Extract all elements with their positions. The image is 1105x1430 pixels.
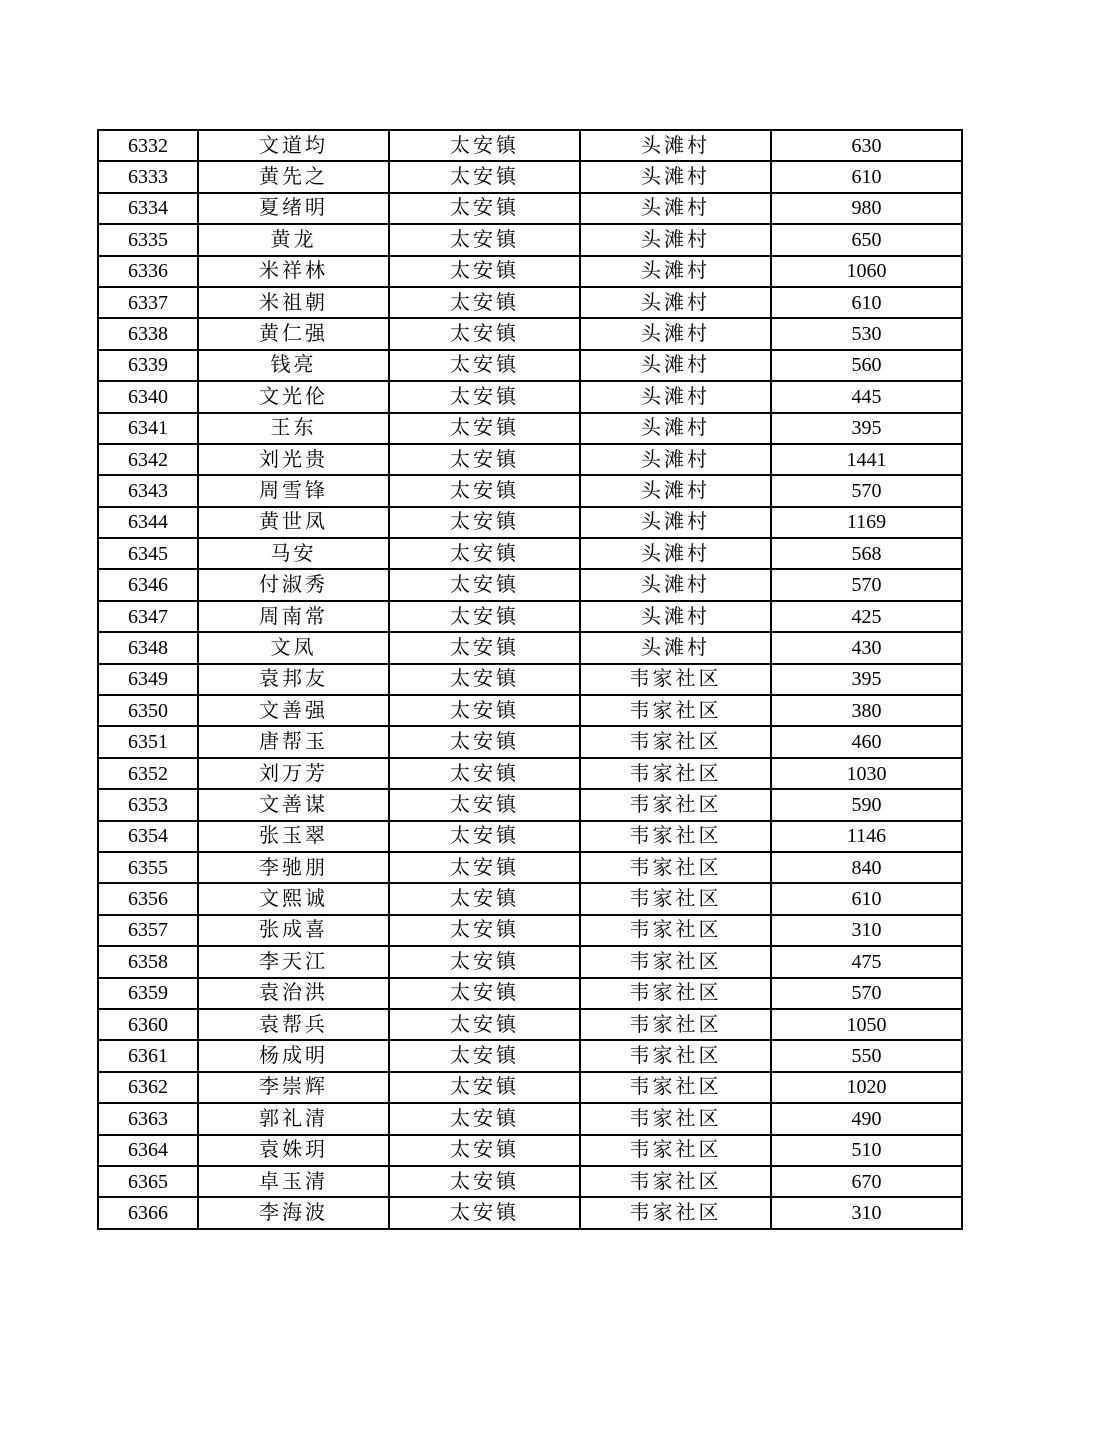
amount-cell: 530 bbox=[771, 318, 962, 349]
amount-cell: 550 bbox=[771, 1040, 962, 1071]
village-cell: 韦家社区 bbox=[580, 726, 771, 757]
id-cell: 6356 bbox=[98, 883, 198, 914]
amount-cell: 380 bbox=[771, 695, 962, 726]
name-cell: 袁姝玥 bbox=[198, 1135, 389, 1166]
amount-cell: 560 bbox=[771, 350, 962, 381]
table-row bbox=[98, 413, 962, 444]
town-cell: 太安镇 bbox=[389, 444, 580, 475]
name-cell: 米祥林 bbox=[198, 256, 389, 287]
town-cell: 太安镇 bbox=[389, 915, 580, 946]
table-row bbox=[98, 287, 962, 318]
town-cell: 太安镇 bbox=[389, 1072, 580, 1103]
village-cell: 韦家社区 bbox=[580, 946, 771, 977]
town-cell: 太安镇 bbox=[389, 632, 580, 663]
village-cell: 头滩村 bbox=[580, 413, 771, 444]
name-cell: 杨成明 bbox=[198, 1040, 389, 1071]
id-cell: 6335 bbox=[98, 224, 198, 255]
village-cell: 头滩村 bbox=[580, 538, 771, 569]
village-cell: 韦家社区 bbox=[580, 1072, 771, 1103]
name-cell: 卓玉清 bbox=[198, 1166, 389, 1197]
name-cell: 张玉翠 bbox=[198, 821, 389, 852]
amount-cell: 570 bbox=[771, 569, 962, 600]
table-row bbox=[98, 726, 962, 757]
table-row bbox=[98, 915, 962, 946]
id-cell: 6353 bbox=[98, 789, 198, 820]
village-cell: 韦家社区 bbox=[580, 1197, 771, 1228]
table-row bbox=[98, 350, 962, 381]
id-cell: 6344 bbox=[98, 507, 198, 538]
id-cell: 6350 bbox=[98, 695, 198, 726]
town-cell: 太安镇 bbox=[389, 193, 580, 224]
table-row bbox=[98, 161, 962, 192]
name-cell: 张成喜 bbox=[198, 915, 389, 946]
amount-cell: 670 bbox=[771, 1166, 962, 1197]
town-cell: 太安镇 bbox=[389, 1197, 580, 1228]
town-cell: 太安镇 bbox=[389, 664, 580, 695]
id-cell: 6348 bbox=[98, 632, 198, 663]
id-cell: 6366 bbox=[98, 1197, 198, 1228]
table-row bbox=[98, 821, 962, 852]
table-row bbox=[98, 569, 962, 600]
id-cell: 6358 bbox=[98, 946, 198, 977]
name-cell: 黄先之 bbox=[198, 161, 389, 192]
table-row bbox=[98, 632, 962, 663]
name-cell: 文道均 bbox=[198, 130, 389, 161]
town-cell: 太安镇 bbox=[389, 789, 580, 820]
id-cell: 6360 bbox=[98, 1009, 198, 1040]
town-cell: 太安镇 bbox=[389, 507, 580, 538]
id-cell: 6345 bbox=[98, 538, 198, 569]
town-cell: 太安镇 bbox=[389, 569, 580, 600]
town-cell: 太安镇 bbox=[389, 1040, 580, 1071]
village-cell: 头滩村 bbox=[580, 256, 771, 287]
town-cell: 太安镇 bbox=[389, 161, 580, 192]
town-cell: 太安镇 bbox=[389, 695, 580, 726]
table-row bbox=[98, 664, 962, 695]
town-cell: 太安镇 bbox=[389, 946, 580, 977]
town-cell: 太安镇 bbox=[389, 538, 580, 569]
village-cell: 头滩村 bbox=[580, 224, 771, 255]
village-cell: 韦家社区 bbox=[580, 695, 771, 726]
village-cell: 韦家社区 bbox=[580, 852, 771, 883]
name-cell: 黄龙 bbox=[198, 224, 389, 255]
village-cell: 韦家社区 bbox=[580, 1103, 771, 1134]
table-row bbox=[98, 475, 962, 506]
village-cell: 韦家社区 bbox=[580, 1040, 771, 1071]
amount-cell: 610 bbox=[771, 161, 962, 192]
amount-cell: 1020 bbox=[771, 1072, 962, 1103]
id-cell: 6355 bbox=[98, 852, 198, 883]
id-cell: 6352 bbox=[98, 758, 198, 789]
id-cell: 6334 bbox=[98, 193, 198, 224]
table-row bbox=[98, 883, 962, 914]
town-cell: 太安镇 bbox=[389, 350, 580, 381]
village-cell: 头滩村 bbox=[580, 287, 771, 318]
name-cell: 唐帮玉 bbox=[198, 726, 389, 757]
name-cell: 文善强 bbox=[198, 695, 389, 726]
name-cell: 周南常 bbox=[198, 601, 389, 632]
amount-cell: 425 bbox=[771, 601, 962, 632]
amount-cell: 610 bbox=[771, 883, 962, 914]
table-row bbox=[98, 1135, 962, 1166]
town-cell: 太安镇 bbox=[389, 883, 580, 914]
amount-cell: 445 bbox=[771, 381, 962, 412]
amount-cell: 1030 bbox=[771, 758, 962, 789]
table-row bbox=[98, 224, 962, 255]
name-cell: 王东 bbox=[198, 413, 389, 444]
village-cell: 头滩村 bbox=[580, 318, 771, 349]
id-cell: 6340 bbox=[98, 381, 198, 412]
amount-cell: 1146 bbox=[771, 821, 962, 852]
data-table bbox=[97, 129, 963, 1230]
id-cell: 6362 bbox=[98, 1072, 198, 1103]
town-cell: 太安镇 bbox=[389, 287, 580, 318]
name-cell: 郭礼清 bbox=[198, 1103, 389, 1134]
amount-cell: 570 bbox=[771, 978, 962, 1009]
name-cell: 文光伦 bbox=[198, 381, 389, 412]
table-row bbox=[98, 1072, 962, 1103]
name-cell: 付淑秀 bbox=[198, 569, 389, 600]
village-cell: 头滩村 bbox=[580, 350, 771, 381]
id-cell: 6342 bbox=[98, 444, 198, 475]
town-cell: 太安镇 bbox=[389, 601, 580, 632]
amount-cell: 395 bbox=[771, 413, 962, 444]
table-row bbox=[98, 507, 962, 538]
id-cell: 6364 bbox=[98, 1135, 198, 1166]
village-cell: 头滩村 bbox=[580, 475, 771, 506]
id-cell: 6336 bbox=[98, 256, 198, 287]
id-cell: 6337 bbox=[98, 287, 198, 318]
id-cell: 6339 bbox=[98, 350, 198, 381]
amount-cell: 570 bbox=[771, 475, 962, 506]
name-cell: 文凤 bbox=[198, 632, 389, 663]
village-cell: 韦家社区 bbox=[580, 978, 771, 1009]
table-row bbox=[98, 444, 962, 475]
table-body bbox=[98, 130, 962, 1229]
amount-cell: 1441 bbox=[771, 444, 962, 475]
amount-cell: 590 bbox=[771, 789, 962, 820]
amount-cell: 310 bbox=[771, 1197, 962, 1228]
table-row bbox=[98, 1166, 962, 1197]
name-cell: 李天江 bbox=[198, 946, 389, 977]
town-cell: 太安镇 bbox=[389, 318, 580, 349]
name-cell: 李崇辉 bbox=[198, 1072, 389, 1103]
name-cell: 刘光贵 bbox=[198, 444, 389, 475]
table-row bbox=[98, 695, 962, 726]
id-cell: 6363 bbox=[98, 1103, 198, 1134]
id-cell: 6359 bbox=[98, 978, 198, 1009]
id-cell: 6338 bbox=[98, 318, 198, 349]
name-cell: 钱亮 bbox=[198, 350, 389, 381]
name-cell: 黄仁强 bbox=[198, 318, 389, 349]
village-cell: 韦家社区 bbox=[580, 883, 771, 914]
town-cell: 太安镇 bbox=[389, 978, 580, 1009]
table-row bbox=[98, 978, 962, 1009]
town-cell: 太安镇 bbox=[389, 381, 580, 412]
town-cell: 太安镇 bbox=[389, 1166, 580, 1197]
name-cell: 文善谋 bbox=[198, 789, 389, 820]
name-cell: 刘万芳 bbox=[198, 758, 389, 789]
village-cell: 韦家社区 bbox=[580, 821, 771, 852]
name-cell: 袁帮兵 bbox=[198, 1009, 389, 1040]
amount-cell: 460 bbox=[771, 726, 962, 757]
table-row bbox=[98, 1103, 962, 1134]
table-row bbox=[98, 758, 962, 789]
id-cell: 6343 bbox=[98, 475, 198, 506]
town-cell: 太安镇 bbox=[389, 726, 580, 757]
name-cell: 黄世凤 bbox=[198, 507, 389, 538]
name-cell: 袁邦友 bbox=[198, 664, 389, 695]
village-cell: 韦家社区 bbox=[580, 1135, 771, 1166]
table-row bbox=[98, 1197, 962, 1228]
village-cell: 韦家社区 bbox=[580, 664, 771, 695]
village-cell: 韦家社区 bbox=[580, 758, 771, 789]
amount-cell: 650 bbox=[771, 224, 962, 255]
amount-cell: 510 bbox=[771, 1135, 962, 1166]
town-cell: 太安镇 bbox=[389, 1135, 580, 1166]
amount-cell: 395 bbox=[771, 664, 962, 695]
name-cell: 李海波 bbox=[198, 1197, 389, 1228]
town-cell: 太安镇 bbox=[389, 413, 580, 444]
town-cell: 太安镇 bbox=[389, 852, 580, 883]
table-row bbox=[98, 193, 962, 224]
table-row bbox=[98, 538, 962, 569]
village-cell: 头滩村 bbox=[580, 130, 771, 161]
id-cell: 6354 bbox=[98, 821, 198, 852]
table-row bbox=[98, 946, 962, 977]
amount-cell: 1050 bbox=[771, 1009, 962, 1040]
village-cell: 韦家社区 bbox=[580, 789, 771, 820]
town-cell: 太安镇 bbox=[389, 475, 580, 506]
table-row bbox=[98, 1040, 962, 1071]
amount-cell: 840 bbox=[771, 852, 962, 883]
village-cell: 头滩村 bbox=[580, 569, 771, 600]
village-cell: 头滩村 bbox=[580, 444, 771, 475]
town-cell: 太安镇 bbox=[389, 1009, 580, 1040]
village-cell: 韦家社区 bbox=[580, 1166, 771, 1197]
town-cell: 太安镇 bbox=[389, 821, 580, 852]
town-cell: 太安镇 bbox=[389, 1103, 580, 1134]
village-cell: 头滩村 bbox=[580, 381, 771, 412]
name-cell: 夏绪明 bbox=[198, 193, 389, 224]
amount-cell: 490 bbox=[771, 1103, 962, 1134]
id-cell: 6332 bbox=[98, 130, 198, 161]
village-cell: 头滩村 bbox=[580, 507, 771, 538]
name-cell: 马安 bbox=[198, 538, 389, 569]
table-row bbox=[98, 381, 962, 412]
town-cell: 太安镇 bbox=[389, 256, 580, 287]
amount-cell: 310 bbox=[771, 915, 962, 946]
id-cell: 6346 bbox=[98, 569, 198, 600]
id-cell: 6333 bbox=[98, 161, 198, 192]
id-cell: 6347 bbox=[98, 601, 198, 632]
town-cell: 太安镇 bbox=[389, 130, 580, 161]
table-row bbox=[98, 852, 962, 883]
name-cell: 李驰朋 bbox=[198, 852, 389, 883]
amount-cell: 610 bbox=[771, 287, 962, 318]
id-cell: 6341 bbox=[98, 413, 198, 444]
table-row bbox=[98, 130, 962, 161]
village-cell: 头滩村 bbox=[580, 632, 771, 663]
id-cell: 6357 bbox=[98, 915, 198, 946]
amount-cell: 568 bbox=[771, 538, 962, 569]
town-cell: 太安镇 bbox=[389, 758, 580, 789]
id-cell: 6349 bbox=[98, 664, 198, 695]
table-row bbox=[98, 256, 962, 287]
table-row bbox=[98, 789, 962, 820]
village-cell: 韦家社区 bbox=[580, 1009, 771, 1040]
village-cell: 头滩村 bbox=[580, 601, 771, 632]
id-cell: 6361 bbox=[98, 1040, 198, 1071]
table-row bbox=[98, 318, 962, 349]
amount-cell: 980 bbox=[771, 193, 962, 224]
town-cell: 太安镇 bbox=[389, 224, 580, 255]
name-cell: 周雪锋 bbox=[198, 475, 389, 506]
name-cell: 袁治洪 bbox=[198, 978, 389, 1009]
table-row bbox=[98, 1009, 962, 1040]
amount-cell: 1169 bbox=[771, 507, 962, 538]
amount-cell: 430 bbox=[771, 632, 962, 663]
table-row bbox=[98, 601, 962, 632]
id-cell: 6365 bbox=[98, 1166, 198, 1197]
amount-cell: 1060 bbox=[771, 256, 962, 287]
amount-cell: 475 bbox=[771, 946, 962, 977]
village-cell: 头滩村 bbox=[580, 161, 771, 192]
name-cell: 文熙诚 bbox=[198, 883, 389, 914]
village-cell: 韦家社区 bbox=[580, 915, 771, 946]
village-cell: 头滩村 bbox=[580, 193, 771, 224]
amount-cell: 630 bbox=[771, 130, 962, 161]
id-cell: 6351 bbox=[98, 726, 198, 757]
name-cell: 米祖朝 bbox=[198, 287, 389, 318]
